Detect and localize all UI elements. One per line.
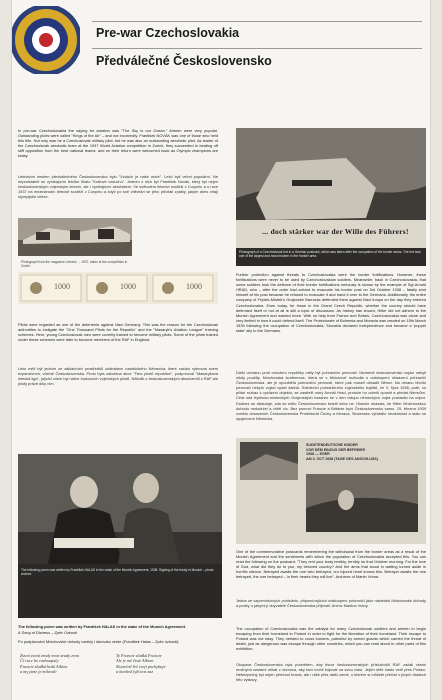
bunker-postcard-photo xyxy=(236,128,426,266)
postcard-line: AM 3. OCT 1938 (TAGE DES ANSCHLUSS) xyxy=(306,456,378,461)
paragraph: In pre-war Czechoslovakia the saying for aviation was "The Sky is our Ocean." Airmen were very popular. Outstanding pilots were called "Kings of the Air" – and not incorrectly. František NOVÁK was one of those who held this title. Not only was he a Czechoslovak military pilot, but he was also an outstanding aerobatic pilot. As leader of the Czechoslovak aerobatic team at the 1937 World Aviation competition in Zurich, they succeeded in beating off stiff opposition from the best national teams, and on their return were welcomed back as Olympic champions are today. xyxy=(18,128,218,159)
postcard-line: SUDETENDEUTSCHE KINDER xyxy=(306,443,358,447)
poem-intro-cs: Po podpisování Mnichovské dohody vznikly i takováto verše (František Halas – Zpěv úzkosti): xyxy=(18,639,180,644)
page-title-cs: Předválečné Československo xyxy=(96,54,272,68)
stamp-value: 1000 xyxy=(186,282,202,291)
right-postcard-cs xyxy=(236,598,426,608)
poem-line: Ty Francie sladká Francie xyxy=(116,653,162,658)
right-fortifications-cs xyxy=(236,370,426,421)
left-pilots-cs xyxy=(18,366,218,386)
poem-line: Ale je mé čisté Albion xyxy=(116,658,154,664)
munich-photo-image xyxy=(18,454,222,618)
paragraph: Further protection against threats to Czechoslovakia were the border fortifications. However, these fortifications were never to be used by Czechoslovakian soldiers. Meanwhile, back in Czechoslovakia, that some soldiers took the defence of their border fortifications seriously is shown by the example of Sgt Arnošt HRAD, who – after the order had arrived to evacuate his border post on 3rd October 1938 – fatally shot himself at his post because he refused to evacuate it and hand it over to the Germans. Additionally, the entire company of Frýdek-Místek's Grajenské Barracks defended them against Nazi troops on the day they entered Czechoslovakia. Even today, for those in the Grand Czech Republic, whether the country should have defended itself or not at all is still a topic of discussion. As history has shown, Hitler did not adhere to the Munich Agreement and wanted more. With no help from France and Britain, Czechoslovakia was alone and very limited in how it could defend itself. The Protectorate of Bohemia and Moravia was created on 15th March 1939 following the occupation of Czechoslovakia; Slovakia declared independence and became a 'puppet state' ally to the Germans. xyxy=(236,272,426,334)
right-occupation-en xyxy=(236,626,426,651)
poem-line: Zvoní zvoní zrady zvon zrady zvon xyxy=(20,653,80,658)
poem-line: Francie sladká hrdá Albion xyxy=(20,663,68,669)
right-fortifications-en xyxy=(236,272,426,333)
postcard-line: VOR DEM EINZUG DER BEFREIER xyxy=(306,447,366,452)
munich-signing-photo xyxy=(18,454,222,618)
left-intro-cs xyxy=(18,174,218,199)
poem-line: Čí ruce ho rozhoupaly xyxy=(20,658,59,664)
header-rule-middle xyxy=(92,48,422,49)
commemorative-postcard xyxy=(236,438,426,544)
page-title-en: Pre-war Czechoslovakia xyxy=(96,26,240,40)
paragraph: Letectvím heslem předválečného Československa bylo "Vzduch je naše moře". Letci byli velmi populární. Ne nepodstatně se vynikajícím letcům říkalo "Králové vzduchu". Jedním z nich byl František Novák, který byl nejen československým vojenským letcem, ale i vynikajícím akrobatem. Ve světovém letectví soutěži v Curychu a s roce 1937 na mezinárodní letecké soutěži v Curychu a když po své vítězství se jeho přivítali zpátky, jakým dnes vítají olympijské vítěze. xyxy=(18,174,218,200)
poem-intro-en: The following poem was written by František HALAS in the wake of the Munich Agreement. xyxy=(18,624,187,629)
bunker-photo-caption: Photograph of a Czechoslovak fort in a German postcard, which was taken after the occupation of the border areas. The fort was one of the largest and most modern in the frontier area. xyxy=(236,248,426,266)
paragraph: Letci měli být jedním ze základních prostředků odstrašení nacistického Německa, které začalo vybrovat svém expanzivním, včetně Československa. Proto byla založena akce "Tisíc pilotů republice", podporoval "Masarykova letecká liga", jejichž cílem byl nábor budoucích vojenských pilotů. Několik z československých absolventů z RAF ale piloty právě díky nim. xyxy=(18,366,218,387)
postcard-slogan: ... doch stärker war der Wille des Führers! xyxy=(262,227,409,236)
poem-line: a hanlivá lyží text zaz xyxy=(116,669,153,675)
poem-title-en: A Song of Distress – Zpěv Úzkosti xyxy=(18,630,77,635)
poem-stanza-original xyxy=(20,653,115,675)
poem-line: a my jsme je milovali xyxy=(20,669,57,675)
header-rule-top xyxy=(92,21,422,22)
paragraph: Jedna ze vzpomínkových pohlednic, připomínajících odstoupení pohraničí jako následek Mnichovské dohody a pocity, s jakými ji obyvatelé Československa přijímali. Archiv Martina Vrány. xyxy=(236,598,426,609)
stamp-value: 1000 xyxy=(120,282,136,291)
paragraph: The occupation of Czechoslovakia was the catalyst for many Czechoslovak soldiers and airmen to begin escaping from their homeland to Poland in order to fight for the liberation of their homeland. Their escape to Poland was not easy. They needed to cross borders, patrolled by armed guards which carried the threat of death, just as dangerous was escape through other countries, which you can read about in other parts of this exhibition. xyxy=(236,626,426,652)
aerobatic-photo-caption: Photograph from the magazine Letectví ... 1937, taken at the competition in Zurich. xyxy=(21,260,128,269)
exhibit-panel xyxy=(12,0,430,700)
right-postcard-en xyxy=(236,549,426,580)
aerobatic-photo-image xyxy=(18,218,132,256)
stamp-strip xyxy=(18,272,218,304)
paragraph: Okupace Československa byla podnětem, aby tisíce československých příslušníků RAF začali všemi možnými cestami utíkat z domova, aby tam mohli bojovat za svou vlast. Jejich útěk často vedl přes Polsko. Nebezpečný byl nejen přechod hranic, ale i útěk přes další země, o kterém si můžete přečíst v jiných částech této výstavy. xyxy=(236,662,426,683)
panel-header xyxy=(12,0,430,88)
raf-roundel-icon xyxy=(12,6,80,74)
stamp-value: 1000 xyxy=(54,282,70,291)
postcard-line: 1938 — EGER xyxy=(306,452,330,457)
poem-line: Slunečně řeč tvoji pochybuje xyxy=(116,663,166,669)
paragraph: One of the commemorative postcards remembering the withdrawal from the border areas as a result of the Munich Agreement and the sentiments with which the population of Czechoslovakia accepted this. You can read the following on the postcard: "They rent your body terribly, terribly on that October morning. For the love of God, what did they do to you, my beloved country? And the arms that stood in waiting turned aside in horrific silence. Betrayed awaits the one who betrayed, our injured heart knows this. Betrayer awaits the one betrayed, the one betrayed – in their hearts they will live". Archives of Martin Vrána. xyxy=(236,549,426,580)
left-intro-en xyxy=(18,128,218,159)
munich-photo-caption: The following poem was written by František HALAS in the wake of the Munich Agreement, 1938. Signing of the treaty in Munich – photo archive. xyxy=(21,568,214,577)
paragraph: Další ochranu proti ohrožení republiky měly být pohraniční pevnosti. Nicméně československí vojáci nebyli nikdy použity. Mnichovská konference, která se v Mnichově rozhodla o odstoupení obsazení pohraničí Československa, ale je opouštěla pohraniční pevnosti, které pak museli obsadit Němci. Na obranu těchto pevností nebylo vojáci vydat žádná. Svědectví pohraničního vojenského bojiště, že 3. října 1938, poté, co přišel rozkaz k vyklizení objektu, se zastřelil rotný Arnošt Hrad, protože ho odmítl opustit a předat Němcům. Celá rota frýdecko-místeckých Grajenských kasáren se v den vstupu německých vojsk postavila na odpor. Dodnes se diskutuje, zda se mělo Československo bránit nebo ne. Historie ukázala, že Hitler Mnichovskou dohodu nedodržel a chtěl víc. Bez pomoci Francie a Británie bylo Československo samo. 15. března 1939 vzniklo obsazením Československa Protektorát Čechy a Morava, Slovensko vyhlásilo nezávislost a stalo se spojencem Německa. xyxy=(236,370,426,421)
left-pilots-en xyxy=(18,322,218,342)
poem-stanza-translation xyxy=(116,653,216,675)
aerobatic-team-photo xyxy=(18,218,132,256)
right-occupation-cs xyxy=(236,662,426,682)
paragraph: Pilots were regarded as one of the deterrents against Nazi Germany. This was the reason for the Czechoslovak authorities to instigate the "One Thousand Pilots for the Republic" and the "Masaryk's Aviation League" training schemes. Here, young Czechoslovak men were covertly trained to become military pilots. Some of the pilots trained under these schemes were later to become members of the RAF in England. xyxy=(18,322,218,343)
postcard-lines xyxy=(306,443,422,461)
